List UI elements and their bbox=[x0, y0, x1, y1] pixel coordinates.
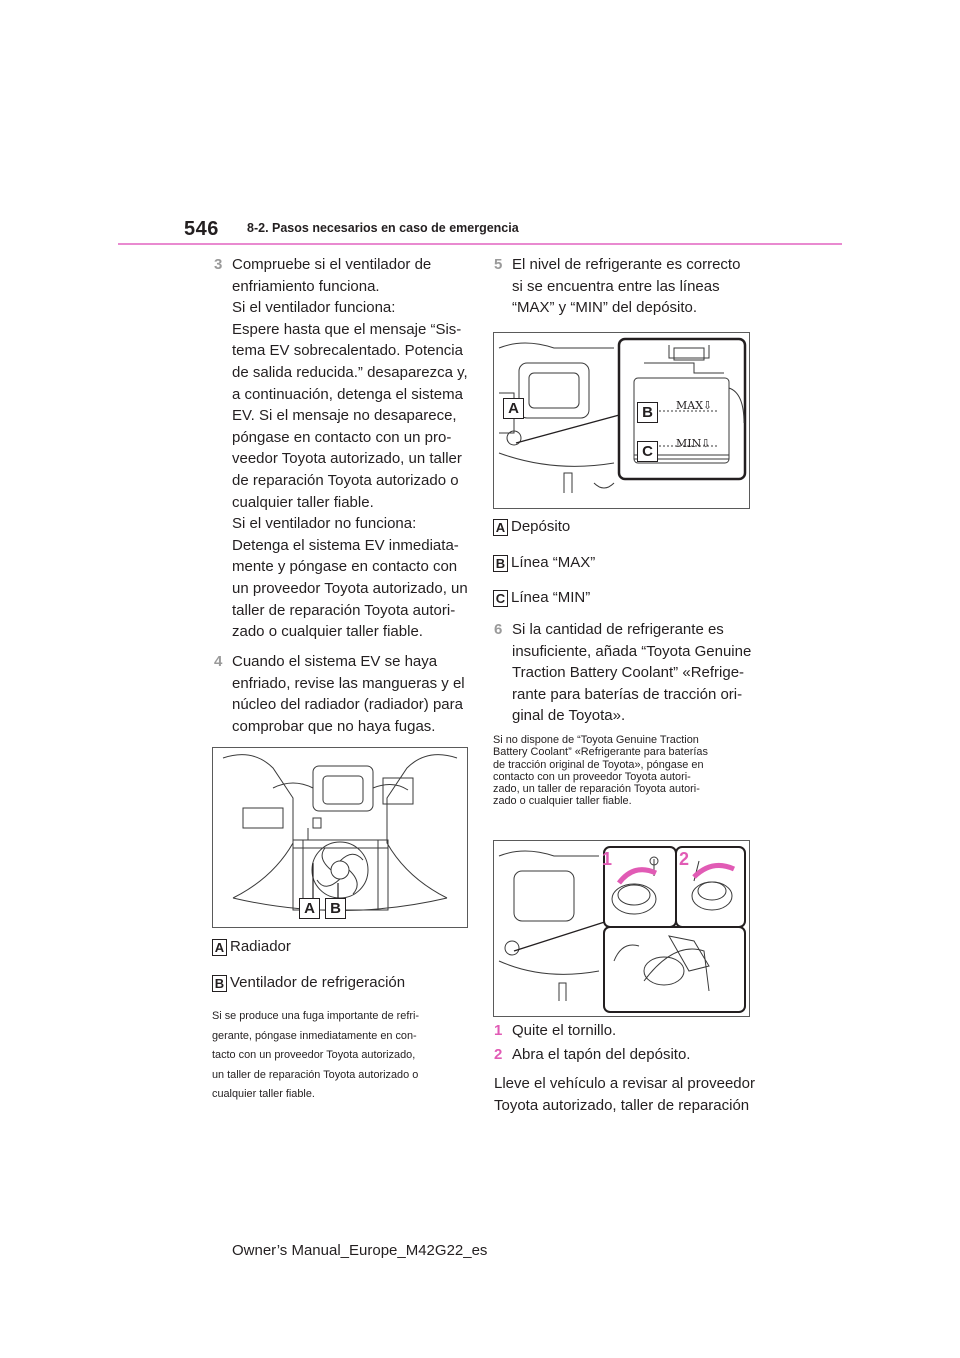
legend-text: Radiador bbox=[230, 938, 291, 955]
text-line: Compruebe si el ventilador de bbox=[232, 256, 432, 273]
refill-drawing bbox=[494, 841, 749, 1016]
text-line: Cuando el sistema EV se haya bbox=[232, 653, 438, 670]
text-line: Si el ventilador funciona: bbox=[232, 299, 396, 317]
text-line: insuficiente, añada “Toyota Genuine bbox=[512, 642, 752, 660]
legend-item-a bbox=[493, 518, 570, 536]
text-line: veedor Toyota autorizado, un taller bbox=[232, 450, 462, 468]
legend-text: Línea “MIN” bbox=[511, 589, 591, 606]
reservoir-drawing bbox=[494, 333, 749, 508]
text-line: rante para baterías de tracción ori- bbox=[512, 685, 743, 703]
text-line: de salida reducida.” desaparezca y, bbox=[232, 363, 468, 381]
text-line: cualquier taller fiable. bbox=[232, 493, 374, 511]
text-line: a continuación, detenga el sistema bbox=[232, 385, 463, 403]
text-line: si se encuentra entre las líneas bbox=[512, 277, 720, 295]
text-line: Toyota autorizado, taller de reparación bbox=[494, 1096, 750, 1114]
legend-text: Ventilador de refrigeración bbox=[230, 974, 406, 991]
page-number: 546 bbox=[184, 218, 219, 240]
note-line: zado o cualquier taller fiable. bbox=[493, 795, 632, 808]
note-line: cualquier taller fiable. bbox=[212, 1088, 315, 1101]
legend-key: A bbox=[493, 519, 508, 536]
callout-1: 1 bbox=[602, 849, 613, 869]
note-line: un taller de reparación Toyota autorizado o bbox=[212, 1068, 419, 1081]
step-5-text bbox=[512, 254, 754, 319]
legend-text: Depósito bbox=[511, 518, 571, 535]
step-5 bbox=[494, 254, 754, 319]
step-number: 5 bbox=[494, 256, 503, 273]
text-line: de reparación Toyota autorizado o bbox=[232, 471, 459, 489]
legend-key: C bbox=[493, 590, 508, 607]
step-6 bbox=[494, 619, 754, 727]
text-line: ginal de Toyota». bbox=[512, 707, 626, 725]
text-line: Detenga el sistema EV inmediata- bbox=[232, 536, 459, 554]
substep-number: 2 bbox=[494, 1046, 503, 1063]
text-line: enfriamiento funciona. bbox=[232, 277, 380, 295]
legend-item-c bbox=[493, 589, 590, 607]
text-line: El nivel de refrigerante es correcto bbox=[512, 256, 741, 273]
callout-a: A bbox=[503, 398, 524, 419]
substep-number: 1 bbox=[494, 1022, 503, 1039]
section-title: 8-2. Pasos necesarios en caso de emergencia bbox=[247, 221, 519, 235]
text-line: Si el ventilador no funciona: bbox=[232, 515, 417, 533]
text-line: núcleo del radiador (radiador) para bbox=[232, 696, 463, 714]
footer-text: Owner’s Manual_Europe_M42G22_es bbox=[232, 1242, 488, 1259]
text-line: comprobar que no haya fugas. bbox=[232, 717, 436, 735]
text-line: Lleve el vehículo a revisar al proveedor bbox=[494, 1075, 755, 1092]
legend-key: A bbox=[212, 939, 227, 956]
legend-text: Línea “MAX” bbox=[511, 554, 596, 571]
max-mark-label: MAX⇩ bbox=[676, 399, 713, 412]
text-line: enfriado, revise las mangueras y el bbox=[232, 674, 465, 692]
text-line: Espere hasta que el mensaje “Sis- bbox=[232, 320, 462, 338]
legend-key: B bbox=[212, 975, 227, 992]
step-number: 6 bbox=[494, 621, 503, 638]
step-number: 4 bbox=[214, 653, 223, 670]
legend-item-b bbox=[493, 554, 595, 572]
note-line: contacto con un proveedor Toyota autori- bbox=[493, 770, 691, 783]
substep-1 bbox=[494, 1020, 754, 1042]
text-line: zado o cualquier taller fiable. bbox=[232, 623, 423, 641]
legend-key: B bbox=[493, 555, 508, 572]
reservoir-illustration bbox=[493, 332, 750, 509]
text-line: “MAX” y “MIN” del depósito. bbox=[512, 299, 698, 317]
callout-c: C bbox=[637, 441, 658, 462]
note-line: Si se produce una fuga importante de refri- bbox=[212, 1010, 420, 1022]
step-4 bbox=[214, 651, 464, 737]
step-number: 3 bbox=[214, 256, 223, 273]
min-mark-label: MIN⇩ bbox=[676, 437, 711, 450]
coolant-note bbox=[493, 734, 708, 808]
note-line: Si no dispone de “Toyota Genuine Traction bbox=[493, 734, 699, 746]
note-line: zado, un taller de reparación Toyota autori- bbox=[493, 783, 700, 796]
callout-2: 2 bbox=[679, 849, 690, 869]
text-line: EV. Si el mensaje no desaparece, bbox=[232, 407, 457, 425]
note-line: Battery Coolant” «Refrigerante para baterías bbox=[493, 746, 708, 759]
radiator-illustration bbox=[212, 747, 468, 928]
header-divider bbox=[118, 243, 842, 245]
refill-illustration bbox=[493, 840, 750, 1017]
step-3 bbox=[214, 254, 468, 643]
text-line: un proveedor Toyota autorizado, un bbox=[232, 579, 468, 597]
text-line: Traction Battery Coolant” «Refrige- bbox=[512, 664, 745, 682]
substep-text: Abra el tapón del depósito. bbox=[512, 1046, 691, 1063]
closing-paragraph bbox=[494, 1073, 754, 1116]
callout-b: B bbox=[325, 898, 346, 919]
legend-item-b bbox=[212, 974, 405, 992]
text-line: mente y póngase en contacto con bbox=[232, 558, 458, 576]
legend-item-a bbox=[212, 938, 291, 956]
substep-text: Quite el tornillo. bbox=[512, 1022, 617, 1039]
substep-2 bbox=[494, 1044, 754, 1066]
text-line: taller de reparación Toyota autori- bbox=[232, 601, 456, 619]
step-6-text bbox=[512, 619, 754, 727]
text-line: tema EV sobrecalentado. Potencia bbox=[232, 342, 463, 360]
note-line: de tracción original de Toyota», póngase en bbox=[493, 758, 704, 771]
text-line: póngase en contacto con un pro- bbox=[232, 428, 452, 446]
step-4-text bbox=[232, 651, 464, 737]
step-3-text bbox=[232, 254, 468, 643]
leak-note bbox=[212, 1007, 419, 1105]
note-line: gerante, póngase inmediatamente en con- bbox=[212, 1029, 417, 1042]
callout-b: B bbox=[637, 402, 658, 423]
text-line: Si la cantidad de refrigerante es bbox=[512, 621, 724, 638]
callout-a: A bbox=[299, 898, 320, 919]
note-line: tacto con un proveedor Toyota autorizado, bbox=[212, 1049, 416, 1062]
